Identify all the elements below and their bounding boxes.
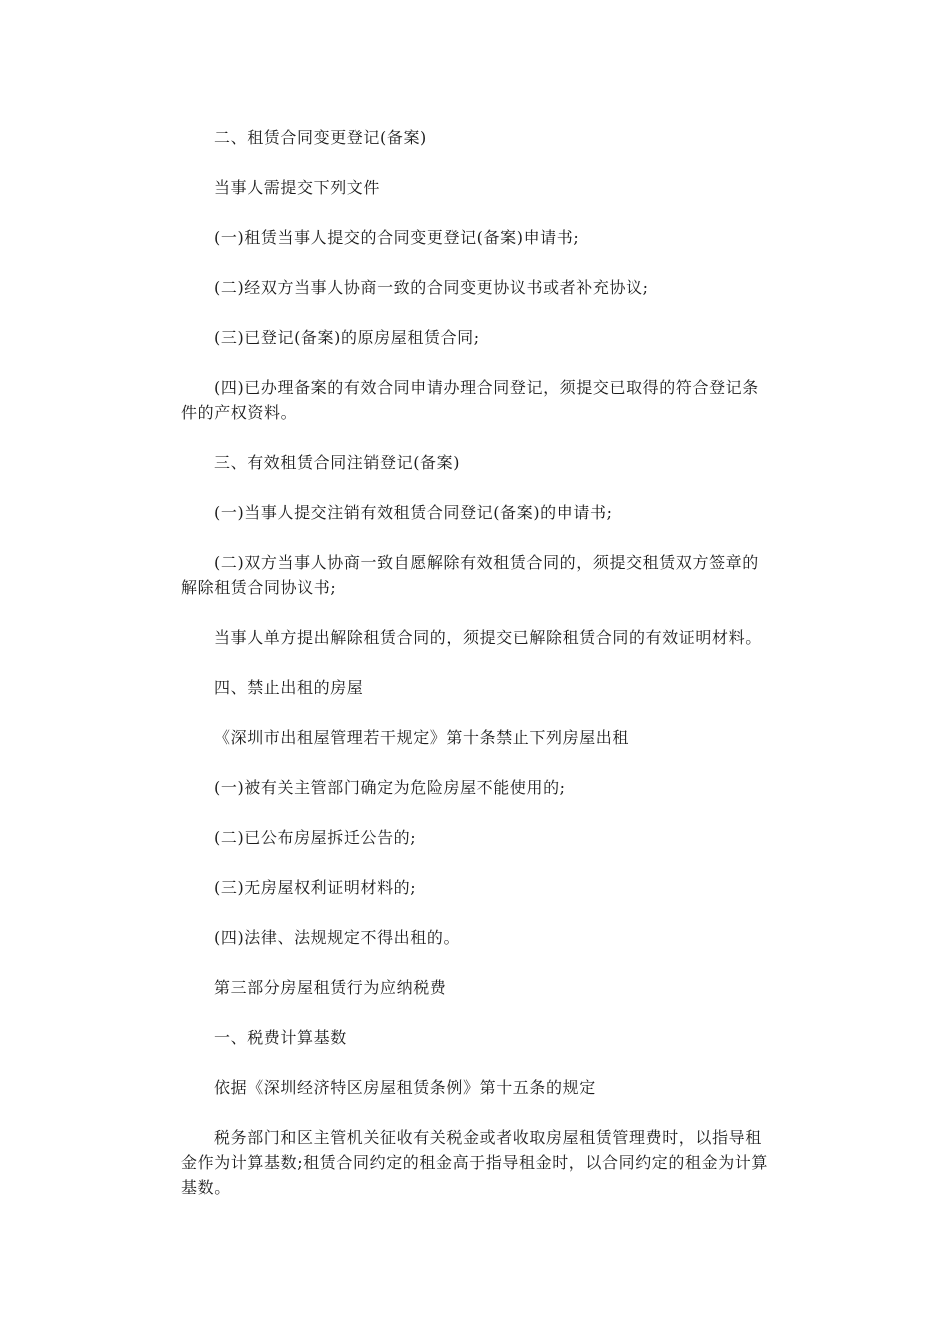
part-heading-taxes-and-fees: 第三部分房屋租赁行为应纳税费 <box>214 978 447 997</box>
section-heading-tax-base: 一、税费计算基数 <box>214 1028 347 1047</box>
section-heading-prohibited-rentals: 四、禁止出租的房屋 <box>214 678 364 697</box>
paragraph-regulation-article-15: 依据《深圳经济特区房屋租赁条例》第十五条的规定 <box>214 1078 596 1097</box>
list-item-property-documents: (四)已办理备案的有效合同申请办理合同登记，须提交已取得的符合登记条件的产权资料。 <box>181 378 759 422</box>
list-item-cancellation-application: (一)当事人提交注销有效租赁合同登记(备案)的申请书; <box>214 503 613 522</box>
section-heading-cancellation-registration: 三、有效租赁合同注销登记(备案) <box>214 453 461 472</box>
list-item-demolition-notice: (二)已公布房屋拆迁公告的; <box>214 828 417 847</box>
list-item-dangerous-housing: (一)被有关主管部门确定为危险房屋不能使用的; <box>214 778 566 797</box>
list-item-change-application: (一)租赁当事人提交的合同变更登记(备案)申请书; <box>214 228 580 247</box>
paragraph-unilateral-termination: 当事人单方提出解除租赁合同的，须提交已解除租赁合同的有效证明材料。 <box>214 628 762 647</box>
list-item-legally-prohibited: (四)法律、法规规定不得出租的。 <box>214 928 461 947</box>
paragraph-tax-base-rule: 税务部门和区主管机关征收有关税金或者收取房屋租赁管理费时，以指导租金作为计算基数;租赁合同约定的租金高于指导租金时，以合同约定的租金为计算基数。 <box>181 1128 768 1197</box>
list-item-original-contract: (三)已登记(备案)的原房屋租赁合同; <box>214 328 480 347</box>
paragraph-regulation-reference: 《深圳市出租屋管理若干规定》第十条禁止下列房屋出租 <box>214 728 630 747</box>
paragraph-required-documents: 当事人需提交下列文件 <box>214 178 381 197</box>
list-item-no-ownership-proof: (三)无房屋权利证明材料的; <box>214 878 417 897</box>
list-item-termination-agreement: (二)双方当事人协商一致自愿解除有效租赁合同的，须提交租赁双方签章的解除租赁合同协议书; <box>181 553 759 597</box>
list-item-change-agreement: (二)经双方当事人协商一致的合同变更协议书或者补充协议; <box>214 278 649 297</box>
section-heading-lease-change-registration: 二、租赁合同变更登记(备案) <box>214 128 427 147</box>
